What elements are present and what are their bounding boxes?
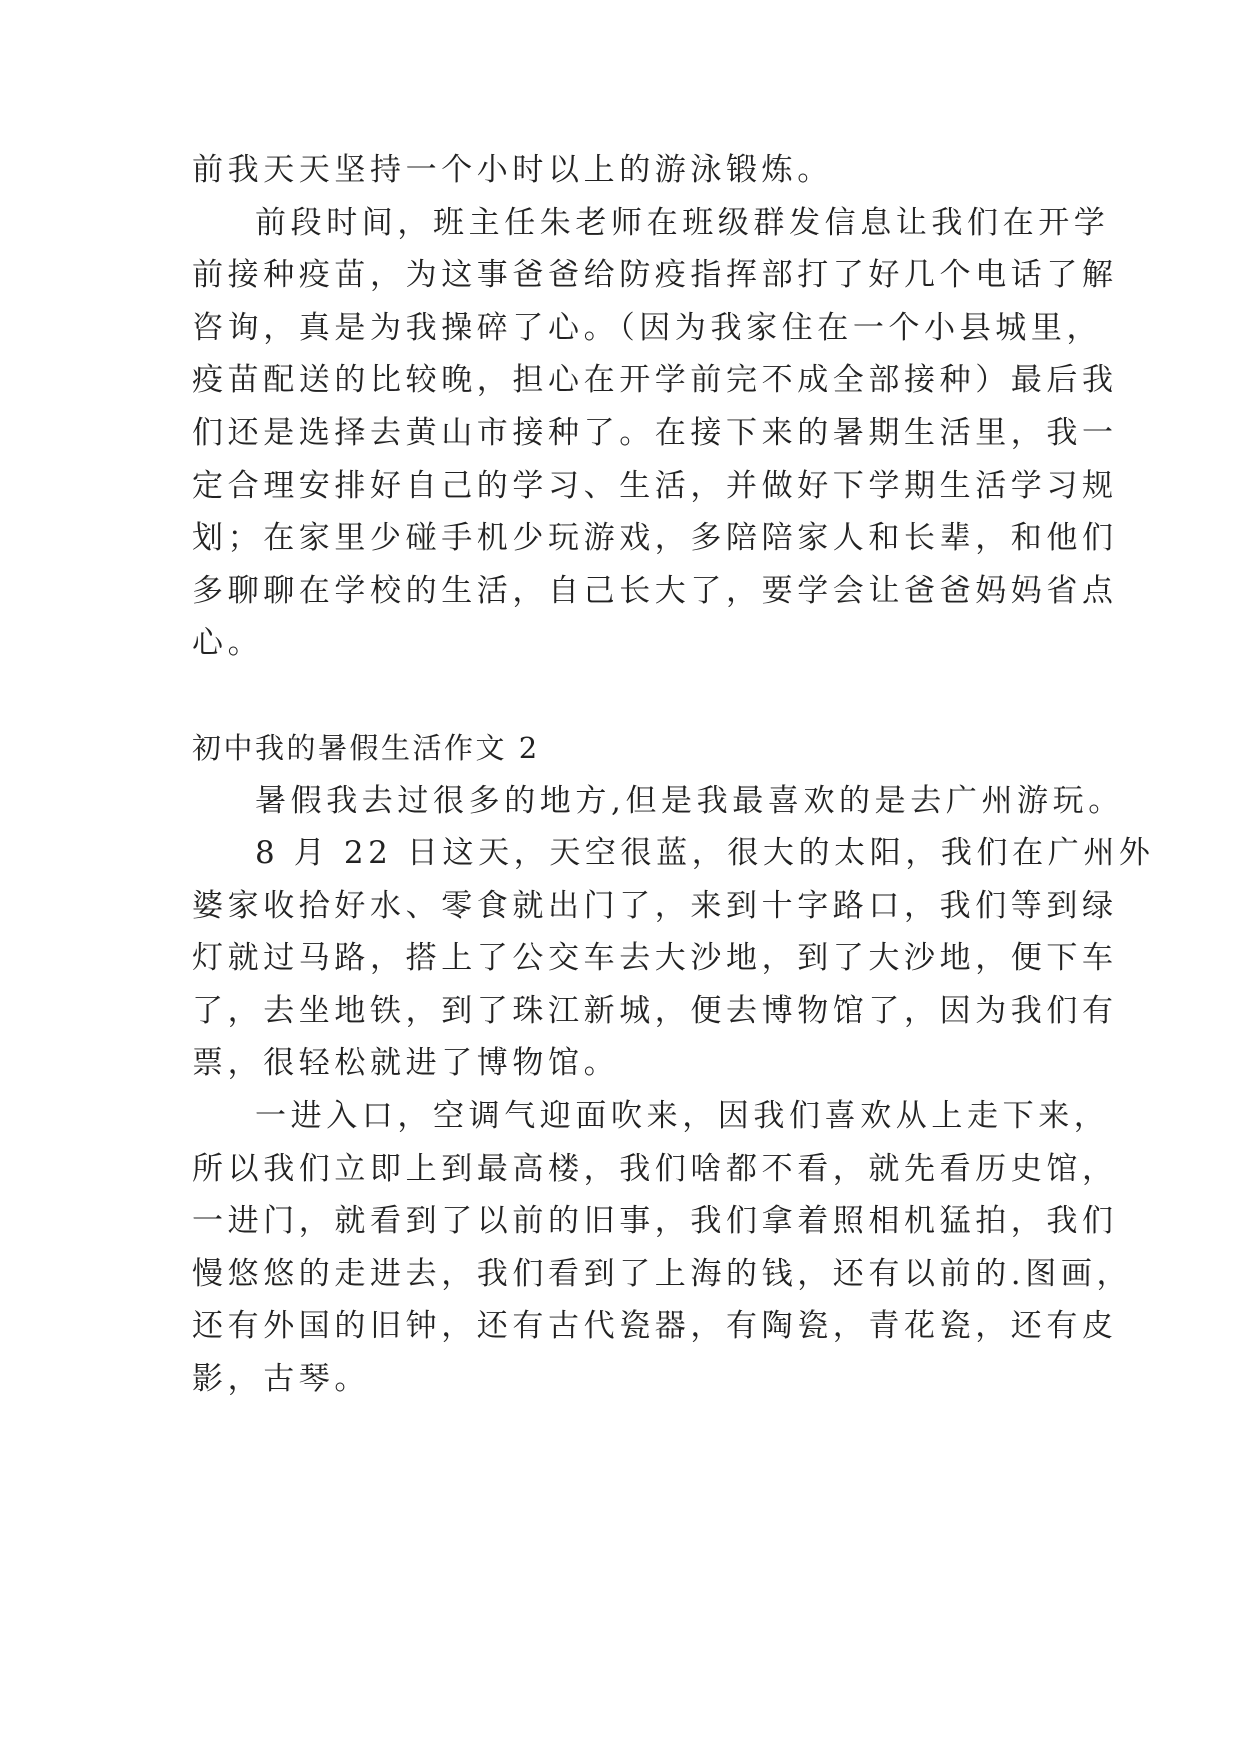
- text-line: 前我天天坚持一个小时以上的游泳锻炼。: [192, 152, 833, 188]
- text-line: 划；在家里少碰手机少玩游戏，多陪陪家人和长辈，和他们: [192, 520, 1118, 556]
- text-line: 慢悠悠的走进去，我们看到了上海的钱，还有以前的.图画，: [192, 1256, 1133, 1292]
- text-line: 心。: [192, 625, 264, 661]
- text-line: 了，去坐地铁，到了珠江新城，便去博物馆了，因为我们有: [192, 993, 1118, 1029]
- text-line: 暑假我去过很多的地方,但是我最喜欢的是去广州游玩。: [255, 783, 1124, 819]
- text-line: 前段时间，班主任朱老师在班级群发信息让我们在开学: [255, 205, 1110, 241]
- text-line: 疫苗配送的比较晚，担心在开学前完不成全部接种）最后我: [192, 362, 1118, 398]
- text-line: 多聊聊在学校的生活，自己长大了，要学会让爸爸妈妈省点: [192, 573, 1118, 609]
- text-line: 还有外国的旧钟，还有古代瓷器，有陶瓷，青花瓷，还有皮: [192, 1308, 1118, 1344]
- text-line: 影，古琴。: [192, 1361, 370, 1397]
- text-line: 所以我们立即上到最高楼，我们啥都不看，就先看历史馆，: [192, 1151, 1118, 1187]
- text-line: 前接种疫苗，为这事爸爸给防疫指挥部打了好几个电话了解: [192, 257, 1118, 293]
- text-line: 8 月 22 日这天，天空很蓝，很大的太阳，我们在广州外: [255, 835, 1155, 871]
- text-line: 票，很轻松就进了博物馆。: [192, 1045, 620, 1081]
- text-line: 一进门，就看到了以前的旧事，我们拿着照相机猛拍，我们: [192, 1203, 1118, 1239]
- text-line: 婆家收拾好水、零食就出门了，来到十字路口，我们等到绿: [192, 888, 1118, 924]
- text-line: 灯就过马路，搭上了公交车去大沙地，到了大沙地，便下车: [192, 940, 1118, 976]
- text-line: 咨询，真是为我操碎了心。（因为我家住在一个小县城里，: [192, 310, 1103, 346]
- text-line: 定合理安排好自己的学习、生活，并做好下学期生活学习规: [192, 468, 1118, 504]
- text-line: 们还是选择去黄山市接种了。在接下来的暑期生活里，我一: [192, 415, 1118, 451]
- essay-title: 初中我的暑假生活作文 2: [192, 731, 540, 765]
- text-line: 一进入口，空调气迎面吹来，因我们喜欢从上走下来，: [255, 1098, 1110, 1134]
